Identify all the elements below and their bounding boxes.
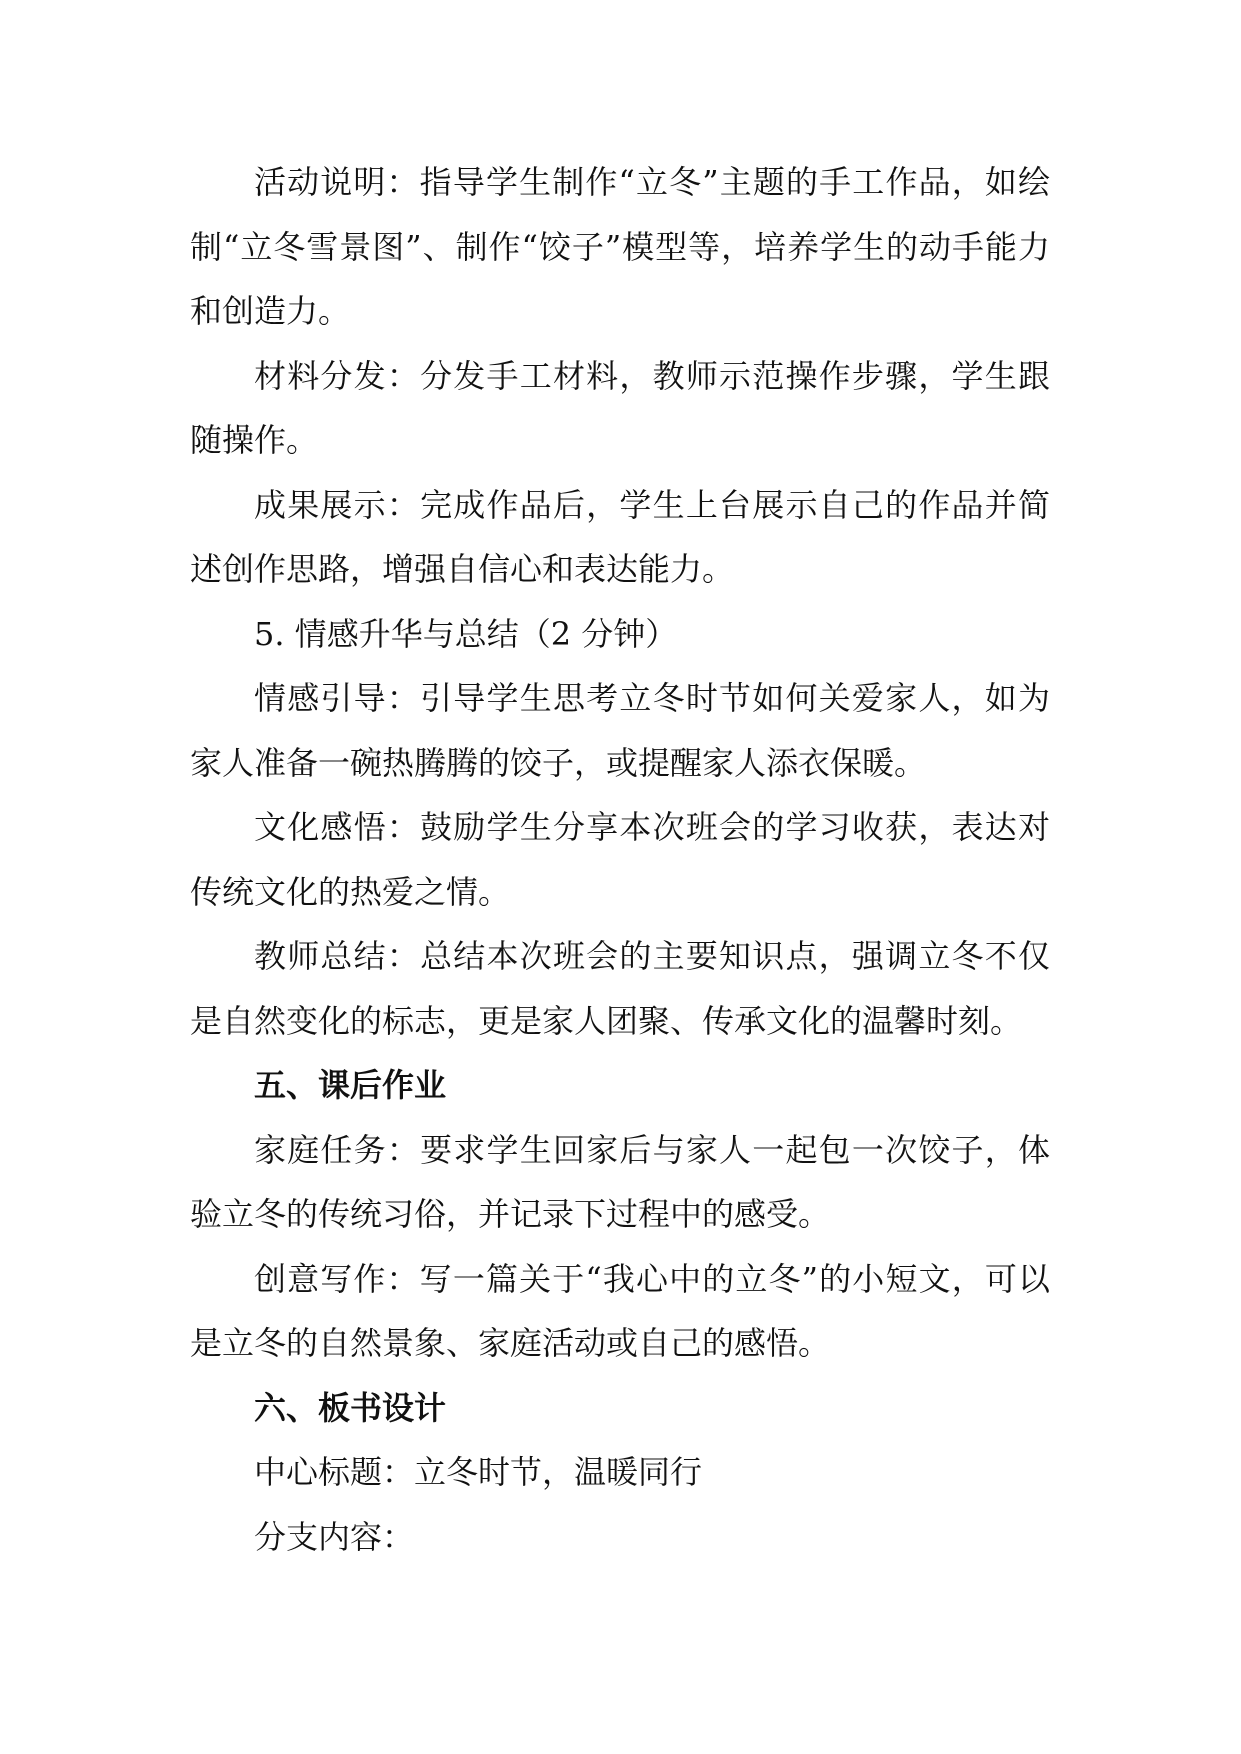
document-page	[190, 150, 1050, 1569]
paragraph-center-title: 中心标题：立冬时节，温暖同行	[254, 1453, 703, 1491]
heading-board-design: 六、板书设计	[254, 1388, 447, 1427]
paragraph-material-distribution: 材料分发：分发手工材料，教师示范操作步骤，学生跟随操作。	[190, 356, 1050, 459]
section-emotion-summary-title: 5. 情感升华与总结（2 分钟）	[254, 614, 678, 653]
paragraph-teacher-summary: 教师总结：总结本次班会的主要知识点，强调立冬不仅是自然变化的标志，更是家人团聚、传承文化的温馨时刻。	[190, 937, 1050, 1040]
paragraph-emotional-guidance: 情感引导：引导学生思考立冬时节如何关爱家人，如为家人准备一碗热腾腾的饺子，或提醒家人添衣保暖。	[190, 679, 1050, 782]
paragraph-cultural-insight: 文化感悟：鼓励学生分享本次班会的学习收获，表达对传统文化的热爱之情。	[190, 808, 1050, 911]
paragraph-result-display: 成果展示：完成作品后，学生上台展示自己的作品并简述创作思路，增强自信心和表达能力。	[190, 485, 1050, 588]
paragraph-activity-description: 活动说明：指导学生制作“立冬”主题的手工作品，如绘制“立冬雪景图”、制作“饺子”模型等，培养学生的动手能力和创造力。	[190, 163, 1050, 330]
paragraph-branch-content: 分支内容：	[254, 1517, 415, 1556]
paragraph-creative-writing: 创意写作：写一篇关于“我心中的立冬”的小短文，可以是立冬的自然景象、家庭活动或自己的感悟。	[190, 1259, 1050, 1362]
heading-homework: 五、课后作业	[254, 1066, 447, 1104]
paragraph-family-task: 家庭任务：要求学生回家后与家人一起包一次饺子，体验立冬的传统习俗，并记录下过程中的感受。	[190, 1130, 1050, 1233]
